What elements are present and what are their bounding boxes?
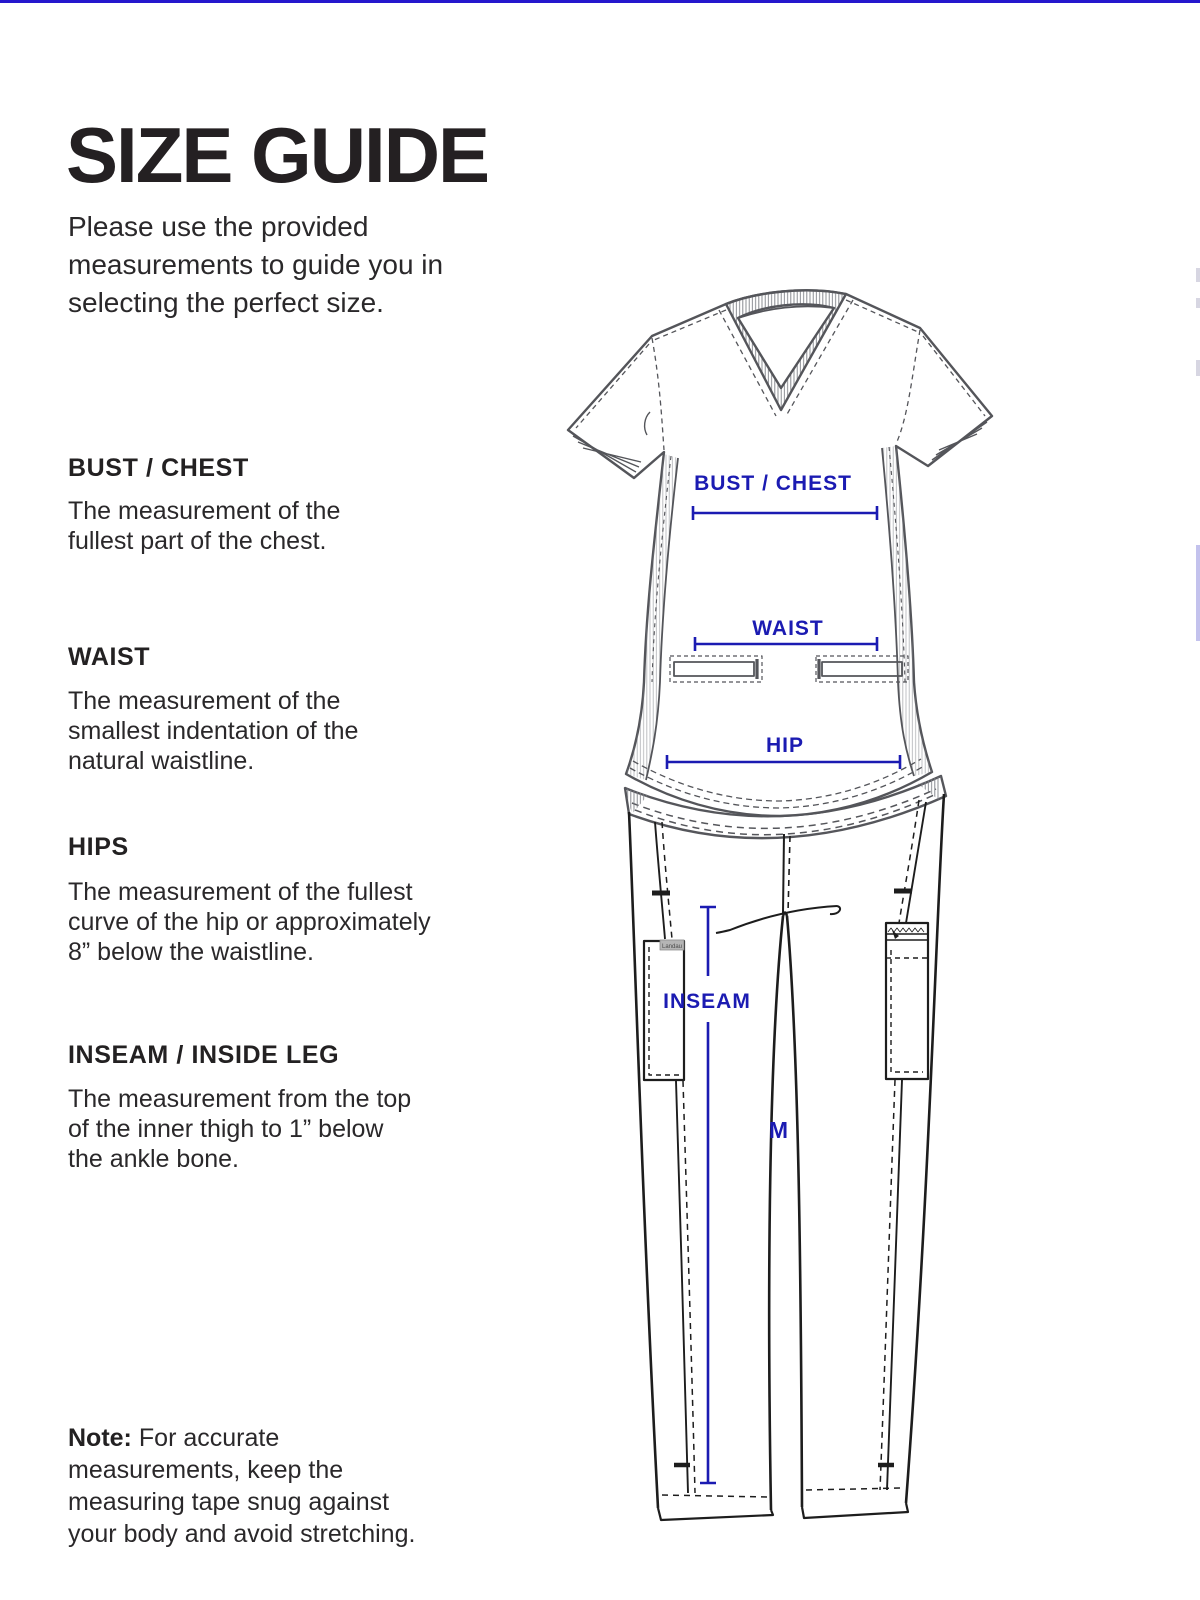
section-inseam — [68, 1041, 418, 1174]
section-body: The measurement of the fullest part of the chest. — [68, 497, 341, 555]
screen-edge-artifact — [1196, 268, 1200, 282]
screen-edge-artifact — [1196, 545, 1200, 641]
pocket-brand-tag: Landau — [661, 944, 683, 950]
page-title: SIZE GUIDE — [66, 111, 489, 200]
size-marker: M — [768, 1117, 790, 1143]
note-text — [68, 1422, 438, 1550]
section-heading: HIPS — [68, 833, 129, 861]
section-body: The measurement of the fullest curve of the hip or approximately 8” below the waistline. — [68, 878, 431, 966]
section-heading: BUST / CHEST — [68, 454, 249, 482]
section-waist — [68, 643, 408, 776]
section-body: The measurement from the top of the inner thigh to 1” below the ankle bone. — [68, 1085, 412, 1173]
section-heading: INSEAM / INSIDE LEG — [68, 1041, 340, 1069]
page-top-accent-border — [0, 0, 1200, 3]
section-bust-chest — [68, 454, 388, 556]
screen-edge-artifact — [1196, 298, 1200, 308]
scrubs-size-diagram — [540, 282, 1002, 1522]
hip-measure-label: HIP — [765, 734, 805, 757]
pants-silhouette — [629, 794, 944, 1510]
waist-measure-label: WAIST — [752, 617, 824, 640]
section-hips — [68, 833, 453, 967]
intro-text: Please use the provided measurements to guide you in selecting the perfect size. — [68, 211, 444, 318]
note-label: Note: — [68, 1424, 132, 1452]
fly-seam — [783, 834, 784, 913]
note-body: For accurate measurements, keep the measuring tape snug against your body and avoid stretching. — [68, 1424, 416, 1548]
section-body: The measurement of the smallest indentation of the natural waistline. — [68, 687, 359, 775]
right-cargo-pocket — [886, 923, 928, 1079]
scrub-pants-illustration — [625, 776, 946, 1520]
screen-edge-artifact — [1196, 360, 1200, 376]
inseam-measure-label: INSEAM — [663, 990, 751, 1013]
section-heading: WAIST — [68, 643, 151, 671]
bust-measure-label: BUST / CHEST — [694, 472, 852, 495]
